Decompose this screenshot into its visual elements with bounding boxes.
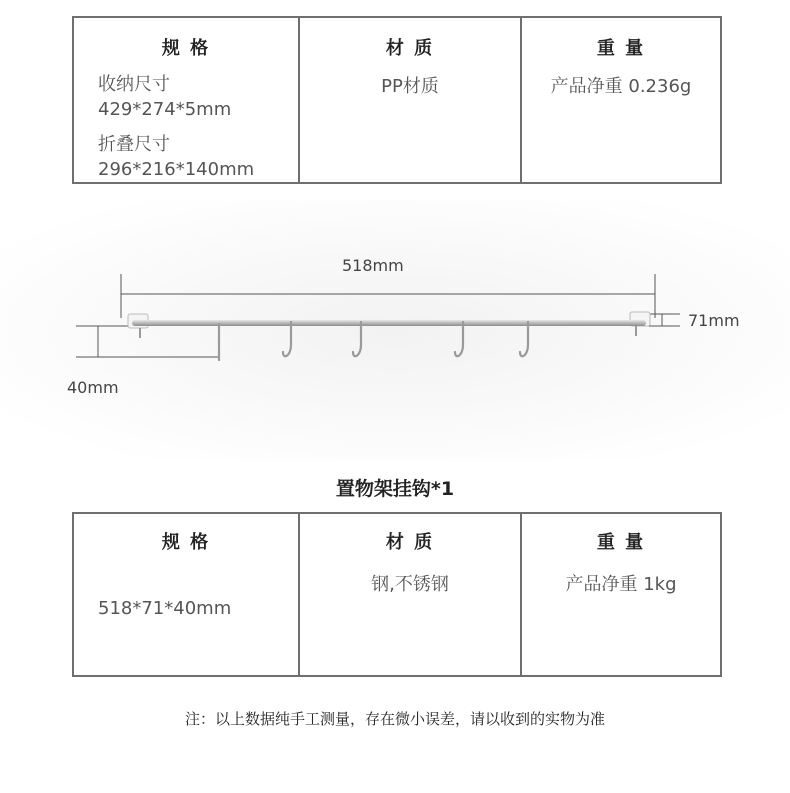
spec-column <box>74 514 298 675</box>
spec-header: 规 格 <box>161 38 211 59</box>
material-header: 材 质 <box>385 38 435 59</box>
material-value: PP材质 <box>381 76 439 97</box>
weight-column <box>520 514 720 675</box>
width-label: 518mm <box>342 256 404 275</box>
material-header: 材 质 <box>385 532 435 553</box>
folded-size-value: 296*216*140mm <box>98 159 255 180</box>
depth-label: 71mm <box>688 311 740 330</box>
material-column <box>298 18 520 182</box>
height-label: 40mm <box>67 378 119 397</box>
rail-bar <box>132 320 646 326</box>
weight-value: 产品净重 0.236g <box>550 76 692 97</box>
spec-table-2 <box>72 512 722 677</box>
storage-size-label: 收纳尺寸 <box>98 74 170 95</box>
product-title: 置物架挂钩*1 <box>335 478 455 500</box>
storage-size-value: 429*274*5mm <box>98 99 232 120</box>
measurement-note: 注：以上数据纯手工测量，存在微小误差，请以收到的实物为准 <box>184 710 605 728</box>
weight-value: 产品净重 1kg <box>565 574 677 595</box>
weight-column <box>520 18 720 182</box>
material-column <box>298 514 520 675</box>
diagram-background <box>0 200 790 460</box>
rack-illustration <box>0 200 790 460</box>
spec-column <box>74 18 298 182</box>
folded-size-label: 折叠尺寸 <box>98 134 170 155</box>
rack-diagram <box>0 200 790 460</box>
spec-table-1 <box>72 16 722 184</box>
weight-header: 重 量 <box>596 38 646 59</box>
material-value: 钢,不锈钢 <box>371 574 449 595</box>
weight-header: 重 量 <box>596 532 646 553</box>
spec-header: 规 格 <box>161 532 211 553</box>
spec-value: 518*71*40mm <box>98 598 232 619</box>
spec-values <box>74 72 298 182</box>
